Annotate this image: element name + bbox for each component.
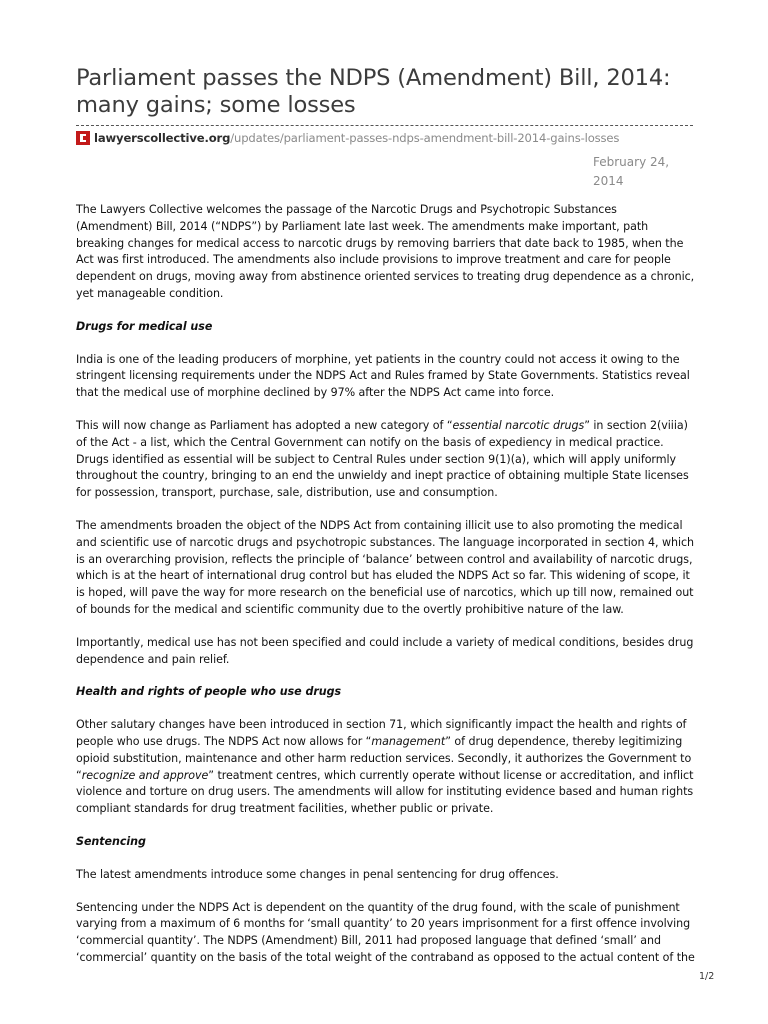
paragraph: [76, 717, 696, 818]
section-heading: Sentencing: [76, 834, 146, 848]
text-run: This will now change as Parliament has adopted a new category of “: [76, 418, 453, 432]
source-path[interactable]: /updates/parliament-passes-ndps-amendment-bill-2014-gains-losses: [230, 131, 620, 145]
title-divider: [76, 125, 693, 126]
paragraph: Importantly, medical use has not been specified and could include a variety of medical conditions, besides drug dependence and pain relief.: [76, 635, 694, 666]
article-title: Parliament passes the NDPS (Amendment) Bill, 2014: many gains; some losses: [76, 65, 671, 118]
section-heading: Health and rights of people who use drugs: [76, 685, 342, 699]
paragraph: The Lawyers Collective welcomes the passage of the Narcotic Drugs and Psychotropic Substances (Amendment) Bill, 2014 (“NDPS”) by Parliament late last week. The amendments make important, path breaking changes for medical access to narcotic drugs by removing barriers that date back to 1985, when the Act was first introduced. The amendments also include provisions to improve treatment and care for people dependent on drugs, moving away from abstinence oriented services to treating drug dependence as a chronic, yet manageable condition.: [76, 203, 695, 300]
emphasis: management: [371, 734, 446, 748]
paragraph: The latest amendments introduce some changes in penal sentencing for drug offences.: [76, 867, 559, 881]
paragraph: India is one of the leading producers of morphine, yet patients in the country could not access it owing to the stringent licensing requirements under the NDPS Act and Rules framed by State Governments. Statistics reveal that the medical use of morphine declined by 97% after the NDPS Act came into force.: [76, 352, 690, 400]
paragraph: The amendments broaden the object of the NDPS Act from containing illicit use to also promoting the medical and scientific use of narcotic drugs and psychotropic substances. The language incorporated in section 4, which is an overarching provision, reflects the principle of ‘balance’ between control and availability of narcotic drugs, which is at the heart of international drug control but has eluded the NDPS Act so far. This widening of scope, it is hoped, will pave the way for more research on the beneficial use of narcotics, which up till now, remained out of bounds for the medical and scientific community due to the overtly prohibitive nature of the law.: [76, 518, 695, 616]
lawyers-collective-logo-icon: [76, 131, 90, 145]
section-heading: Drugs for medical use: [76, 319, 213, 333]
article-body: [76, 202, 696, 983]
text-run: ” of drug dependence, thereby legitimizing opioid substitution, maintenance and other harm reduction services. Secondly, it authorizes the Government to “: [76, 734, 692, 782]
paragraph: Sentencing under the NDPS Act is dependent on the quantity of the drug found, with the scale of punishment varying from a maximum of 6 months for ‘small quantity’ to 20 years imprisonment for a first offence involving ‘commercial quantity’. The NDPS (Amendment) Bill, 2011 had proposed language that defined ‘small’ and ‘commercial’ quantity on the basis of the total weight of the contraband as opposed to the actual content of the: [76, 900, 695, 964]
text-run: ” in section 2(viiia) of the Act - a list, which the Central Government can notify on the basis of expediency in medical practice. Drugs identified as essential will be subject to Central Rules under section 9(1)(a), which will apply uniformly throughout the country, bringing to an end the unwieldy and inept practice of obtaining multiple State licenses for possession, transport, purchase, sale, distribution, use and consumption.: [76, 418, 689, 500]
source-link[interactable]: [76, 130, 619, 146]
emphasis: essential narcotic drugs: [452, 418, 585, 432]
publish-date: February 24, 2014: [593, 155, 670, 188]
paragraph: [76, 418, 696, 502]
text-run: ” treatment centres, which currently operate without license or accreditation, and inflict violence and torture on drug users. The amendments will allow for instituting evidence based and human rights compliant standards for drug treatment facilities, whether public or private.: [76, 768, 694, 816]
emphasis: recognize and approve: [81, 768, 209, 782]
text-run: Other salutary changes have been introduced in section 71, which significantly impact the health and rights of people who use drugs. The NDPS Act now allows for “: [76, 718, 687, 748]
page-number: 1/2: [699, 971, 715, 982]
source-domain[interactable]: lawyerscollective.org: [94, 131, 231, 145]
